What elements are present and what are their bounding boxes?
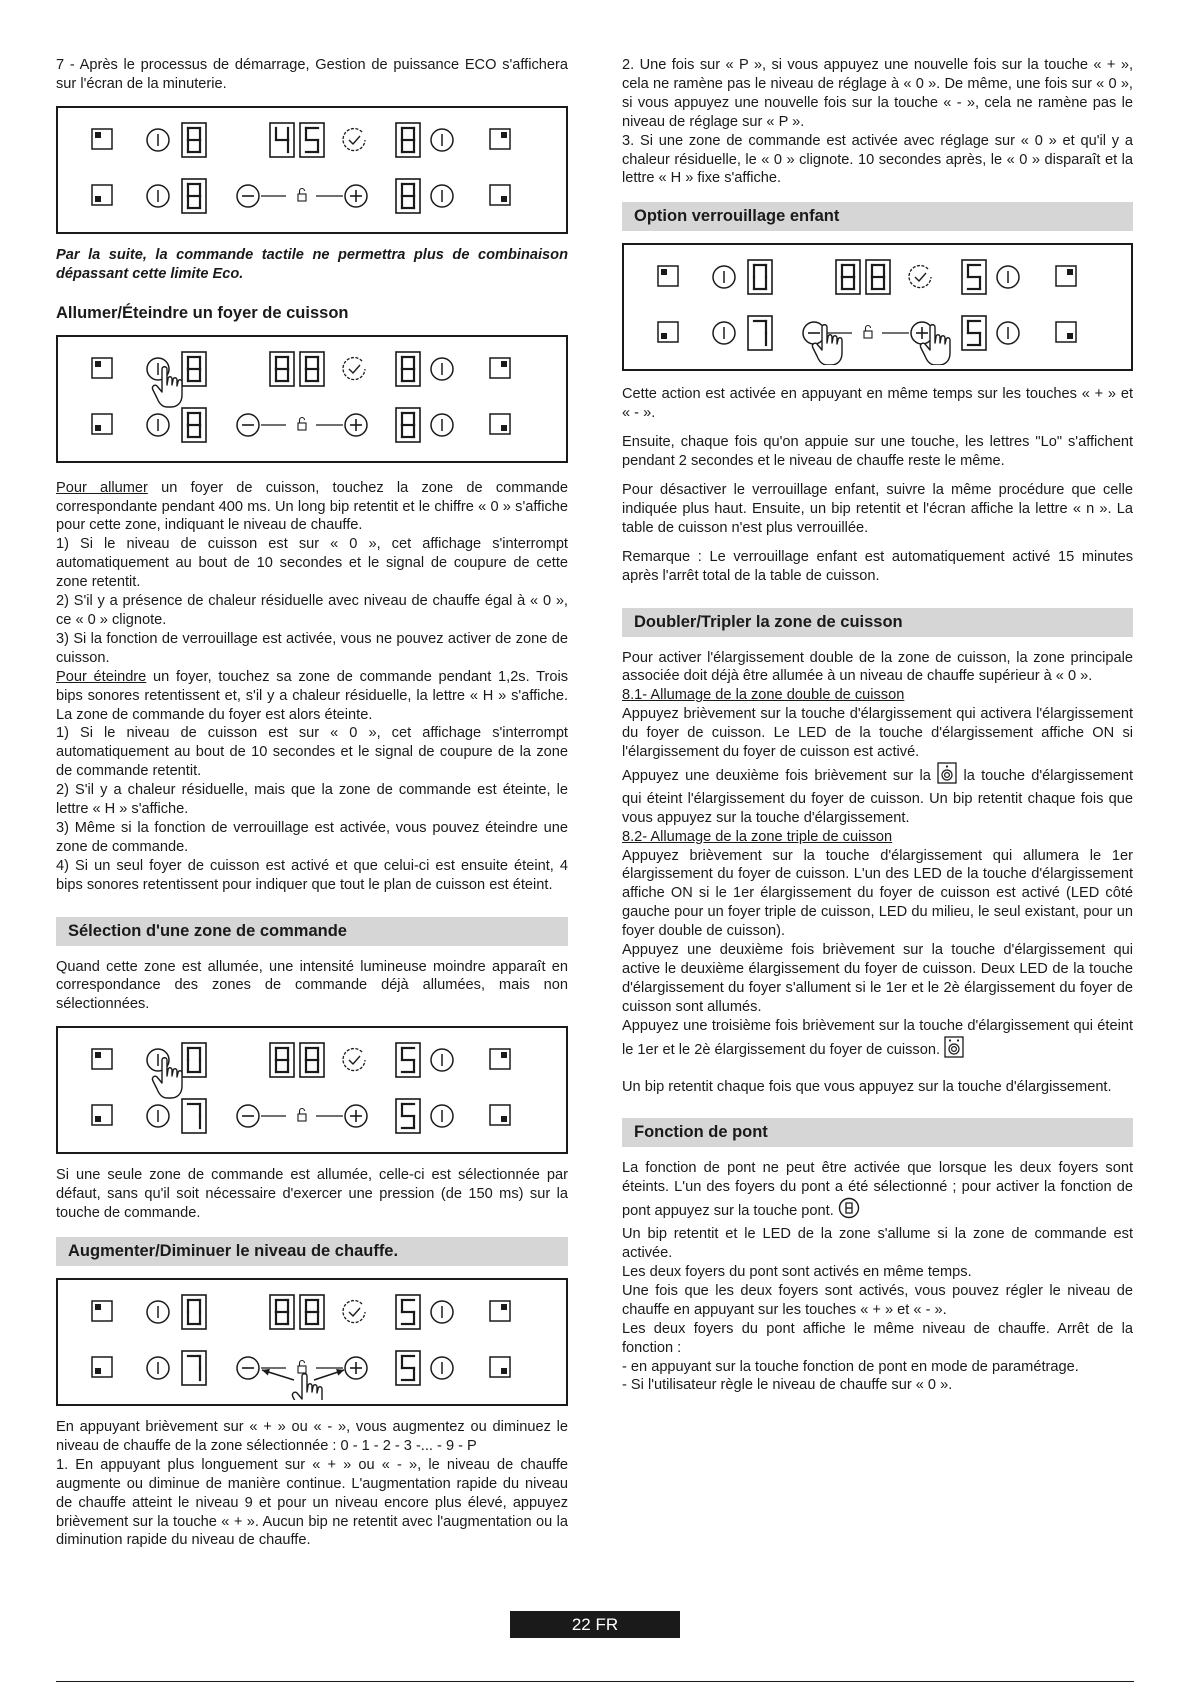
panel-diagram <box>58 1028 566 1148</box>
zone-key-top-right-dot <box>1067 269 1073 275</box>
zone-key-top-right-dot <box>501 1052 507 1058</box>
display-bottom-left <box>188 413 200 437</box>
panel-diagram <box>58 337 566 457</box>
select-p1: Quand cette zone est allumée, une intensité lumineuse moindre apparaît en correspondance des zones de commande déjà allumées, mais non sélectionnées. <box>56 958 568 1013</box>
level-p2: 1. En appuyant plus longuement sur « + » ou « - », le niveau de chauffe augmente ou diminue de manière continue. L'augmentation rapide du niveau de chauffe atteint le niveau 9 et pour un niveau encore plus élevé, appuyez brièvement sur la touche « + ». Aucun bip ne retentit avec l'augmentation ou la diminution rapide du niveau de chauffe. <box>56 1456 568 1549</box>
bridge-p1-text: La fonction de pont ne peut être activée que lorsque les deux foyers sont éteints. L'un des foyers du pont a été sélectionné ; pour activer la fonction de pont appuyez sur la touche pont. <box>622 1160 1133 1220</box>
timer-icon-check <box>349 136 360 144</box>
bridge-p2: Un bip retentit et le LED de la zone s'allume si la zone de commande est activée. <box>622 1226 1133 1262</box>
panel-diagram <box>624 245 1131 365</box>
pointing-hand-icon <box>152 1058 182 1098</box>
display-bottom-right <box>968 321 980 345</box>
onoff-off-1: 1) Si le niveau de cuisson est sur « 0 », cet affichage s'interrompt automatiquement au bout de 10 secondes et le signal de coupure de la zone de commande retentit. <box>56 725 568 780</box>
pointing-hand-icon-right <box>920 325 950 365</box>
heading-lock: Option verrouillage enfant <box>622 202 1133 231</box>
off-link: Pour éteindre <box>56 668 147 685</box>
zone-key-top-left-dot <box>661 269 667 275</box>
level-p3: 2. Une fois sur « P », si vous appuyez une nouvelle fois sur la touche « + », cela ne ramène pas le niveau de réglage à « 0 ». De même, une fois sur « 0 », si vous appuyez une nouvelle fois sur la touche « - », cela ne ramène pas le niveau de réglage sur « P ». <box>622 57 1133 130</box>
display-top-right <box>402 1048 414 1072</box>
select-p2: Si une seule zone de commande est allumée, celle-ci est sélectionnée par défaut, sans qu'il soit nécessaire d'exercer une pression (de 150 ms) sur la touche de commande. <box>56 1167 568 1222</box>
bridge-key-icon <box>838 1197 860 1225</box>
lock-icon <box>298 1366 306 1373</box>
double-p3a: Appuyez une deuxième fois brièvement sur la <box>622 767 931 784</box>
bridge-p7: - Si l'utilisateur règle le niveau de chauffe sur « 0 ». <box>622 1377 953 1394</box>
display-top-right <box>402 128 414 152</box>
heading-bridge: Fonction de pont <box>622 1118 1133 1147</box>
zone-key-bottom-left-dot <box>661 333 667 339</box>
display-top-right <box>402 357 414 381</box>
onoff-on-2: 2) S'il y a présence de chaleur résiduelle avec niveau de chauffe égal à « 0 », ce « 0 » clignote. <box>56 593 568 628</box>
onoff-off-3: 3) Même si la fonction de verrouillage est activée, vous pouvez éteindre une zone de commande. <box>56 819 568 855</box>
double-p1: Pour activer l'élargissement double de la zone de cuisson, la zone principale associée doit déjà être allumée à un niveau de chauffe supérieur à « 0 ». <box>622 649 1133 685</box>
display-bottom-left <box>188 1104 200 1128</box>
extension-key-icon <box>944 1036 964 1064</box>
display-bottom-left <box>188 1356 200 1380</box>
panel-lock <box>622 243 1133 371</box>
timer-icon-check <box>349 365 360 373</box>
on-text: un foyer de cuisson, touchez la zone de commande correspondante pendant 400 ms. Un long bip retentit et le chiffre « 0 » s'affiche pour cette zone, indiquant le niveau de chauffe. <box>56 479 569 534</box>
timer-icon <box>343 1049 365 1071</box>
bridge-p5: Les deux foyers du pont affiche le même niveau de chauffe. Arrêt de la fonction : <box>622 1320 1133 1356</box>
pointing-hand-icon-left-outline <box>812 325 842 365</box>
display-bottom-right <box>402 184 414 208</box>
bridge-p1 <box>622 1159 1133 1225</box>
onoff-off-2: 2) S'il y a chaleur résiduelle, mais que la zone de commande est éteinte, le lettre « H » s'affiche. <box>56 782 568 818</box>
on-link: Pour allumer <box>56 479 148 496</box>
zone-key-bottom-right-dot <box>501 425 507 431</box>
heading-onoff: Allumer/Éteindre un foyer de cuisson <box>56 303 349 322</box>
timer-icon-check <box>349 1056 360 1064</box>
zone-key-bottom-right-dot <box>501 1368 507 1374</box>
lock-p3: Pour désactiver le verrouillage enfant, suivre la même procédure que celle indiquée plus haut. Ensuite, un bip retentit et l'écran affiche la lettre « n ». La table de cuisson n'est plus verrouillée. <box>622 481 1133 536</box>
panel-diagram <box>58 1280 566 1400</box>
zone-key-top-left-dot <box>95 1052 101 1058</box>
pointing-hand-icon <box>292 1374 322 1400</box>
pointing-hand-icon-outline <box>152 1058 182 1098</box>
arrow-right-icon-head <box>336 1369 344 1376</box>
lock-icon-shackle <box>300 1361 305 1367</box>
onoff-off <box>56 668 568 725</box>
right-column <box>622 56 1133 1395</box>
double-p6 <box>622 1017 1133 1064</box>
display-bottom-right <box>402 413 414 437</box>
panel-level <box>56 1278 568 1406</box>
timer-digit-1 <box>842 265 854 289</box>
zone-key-bottom-right-dot <box>501 1116 507 1122</box>
display-top-left <box>188 1300 200 1324</box>
onoff-on-1: 1) Si le niveau de cuisson est sur « 0 », cet affichage s'interrompt automatiquement au bout de 10 secondes et le signal de coupure de cette zone retentit. <box>56 536 568 591</box>
timer-digit-1 <box>276 1300 288 1324</box>
pointing-hand-icon-outline <box>152 366 182 406</box>
timer-digit-1 <box>276 1048 288 1072</box>
panel-eco <box>56 106 568 234</box>
panel-controls <box>92 1043 510 1133</box>
timer-digit-2 <box>306 357 318 381</box>
timer-icon <box>343 128 365 150</box>
display-top-left <box>754 265 766 289</box>
timer-digit-2 <box>306 128 318 152</box>
timer-digit-2 <box>872 265 884 289</box>
timer-digit-1 <box>276 357 288 381</box>
zone-key-top-left-dot <box>95 361 101 367</box>
lock-p4: Remarque : Le verrouillage enfant est automatiquement activé 15 minutes après l'arrêt total de la table de cuisson. <box>622 548 1133 584</box>
eco-intro: 7 - Après le processus de démarrage, Gestion de puissance ECO s'affichera sur l'écran de la minuterie. <box>56 57 568 92</box>
zone-key-top-left-dot <box>95 1304 101 1310</box>
lock-p1: Cette action est activée en appuyant en même temps sur les touches « + » et « - ». <box>622 386 1133 422</box>
double-sub2: 8.2- Allumage de la zone triple de cuisson <box>622 828 893 845</box>
lock-icon <box>298 1114 306 1121</box>
double-p2: Appuyez brièvement sur la touche d'élargissement qui activera l'élargissement du foyer de cuisson. Le LED de la touche d'élargissement affiche ON si l'élargissement du foyer de cuisson est activé. <box>622 706 1133 761</box>
heading-level: Augmenter/Diminuer le niveau de chauffe. <box>56 1237 568 1266</box>
zone-key-bottom-left-dot <box>95 1116 101 1122</box>
timer-icon-check <box>349 1308 360 1316</box>
double-p6-text: Appuyez une troisième fois brièvement sur la touche d'élargissement qui éteint le 1er et le 2è élargissement du foyer de cuisson. <box>622 1017 1133 1058</box>
lock-icon <box>298 194 306 201</box>
zone-key-top-right-dot <box>501 132 507 138</box>
timer-icon <box>343 1301 365 1323</box>
display-top-left <box>188 1048 200 1072</box>
panel-controls <box>658 260 1076 365</box>
page-number: 22 FR <box>510 1611 680 1638</box>
lock-icon-shackle <box>866 326 871 332</box>
double-p7: Un bip retentit chaque fois que vous appuyez sur la touche d'élargissement. <box>622 1078 1112 1095</box>
panel-controls <box>92 1295 510 1400</box>
lock-p2: Ensuite, chaque fois qu'on appuie sur une touche, les lettres "Lo" s'affichent pendant 2 secondes et le niveau de chauffe reste le même. <box>622 434 1133 470</box>
double-p3 <box>622 762 1133 828</box>
zone-key-top-right-dot <box>501 1304 507 1310</box>
display-bottom-right <box>402 1356 414 1380</box>
timer-icon <box>343 357 365 379</box>
timer-icon <box>909 266 931 288</box>
onoff-on <box>56 479 568 536</box>
eco-note: Par la suite, la commande tactile ne permettra plus de combinaison dépassant cette limite Eco. <box>56 246 568 282</box>
display-top-right <box>402 1300 414 1324</box>
double-p3b: la touche d'élargissement qui éteint l'élargissement du foyer de cuisson. Un bip retentit chaque fois que vous appuyez sur la touche d'élargissement. <box>622 767 1133 826</box>
bridge-p3: Les deux foyers du pont sont activés en même temps. <box>622 1263 972 1280</box>
lock-icon <box>298 423 306 430</box>
timer-digit-1 <box>276 128 288 152</box>
bridge-p6: - en appuyant sur la touche fonction de pont en mode de paramétrage. <box>622 1358 1079 1375</box>
double-sub1: 8.1- Allumage de la zone double de cuisson <box>622 687 905 704</box>
lock-icon-shackle <box>300 1109 305 1115</box>
level-p1: En appuyant brièvement sur « + » ou « - », vous augmentez ou diminuez le niveau de chauffe de la zone sélectionnée : 0 - 1 - 2 - 3 -... - 9 - P <box>56 1419 568 1454</box>
display-bottom-right <box>402 1104 414 1128</box>
zone-key-top-left-dot <box>95 132 101 138</box>
timer-digit-2 <box>306 1048 318 1072</box>
zone-key-bottom-left-dot <box>95 1368 101 1374</box>
pointing-hand-icon <box>152 366 182 406</box>
panel-select <box>56 1026 568 1154</box>
panel-diagram <box>58 108 566 228</box>
zone-key-bottom-left-dot <box>95 196 101 202</box>
zone-key-bottom-right-dot <box>1067 333 1073 339</box>
pointing-hand-icon-outline <box>292 1374 322 1400</box>
zone-key-bottom-right-dot <box>501 196 507 202</box>
panel-onoff <box>56 335 568 463</box>
double-p5: Appuyez une deuxième fois brièvement sur la touche d'élargissement qui active le deuxième élargissement du foyer de cuisson. Deux LED de la touche d'élargissement du foyer s'allument si le 1er et le 2è élargissement du foyer de cuisson sont allumés. <box>622 942 1133 1015</box>
zone-key-top-right-dot <box>501 361 507 367</box>
pointing-hand-icon-left <box>812 325 842 365</box>
lock-icon-shackle <box>300 417 305 423</box>
off-text: un foyer, touchez sa zone de commande pendant 1,2s. Trois bips sonores retentissent et, s'il y a chaleur résiduelle, la lettre « H » s'affiche. La zone de commande du foyer est alors éteinte. <box>56 668 569 723</box>
display-top-left <box>188 357 200 381</box>
display-top-left <box>188 128 200 152</box>
display-top-right <box>968 265 980 289</box>
onoff-off-4: 4) Si un seul foyer de cuisson est activé et que celui-ci est ensuite éteint, 4 bips sonores retentissent pour indiquer que tout le plan de cuisson est éteint. <box>56 857 568 893</box>
double-p4: Appuyez brièvement sur la touche d'élargissement qui allumera le 1er élargissement du foyer de cuisson. L'un des LED de la touche d'élargissement affiche ON si le 1er élargissement du foyer de cuisson est activé (LED côté gauche pour un foyer triple de cuisson, LED du milieu, le seul existant, pour un foyer double de cuisson). <box>622 847 1133 940</box>
bottom-rule <box>56 1681 1134 1682</box>
zone-key-bottom-left-dot <box>95 425 101 431</box>
heading-select: Sélection d'une zone de commande <box>56 917 568 946</box>
onoff-on-3: 3) Si la fonction de verrouillage est activée, vous ne pouvez activer de zone de cuisson. <box>56 630 568 666</box>
pointing-hand-icon-right-outline <box>920 325 950 365</box>
bridge-p4: Une fois que les deux foyers sont activés, vous pouvez régler le niveau de chauffe en appuyant sur les touches « + » et « - ». <box>622 1282 1133 1318</box>
timer-digit-2 <box>306 1300 318 1324</box>
panel-controls <box>92 123 510 213</box>
level-p4: 3. Si une zone de commande est activée avec réglage sur « 0 » et qu'il y a chaleur résiduelle, le « 0 » clignote. 10 secondes après, le « 0 » disparaît et la lettre « H » fixe s'affiche. <box>622 132 1133 187</box>
heading-double: Doubler/Tripler la zone de cuisson <box>622 608 1133 637</box>
panel-controls <box>92 352 510 442</box>
lock-icon-shackle <box>300 188 305 194</box>
display-bottom-left <box>754 321 766 345</box>
timer-icon-check <box>915 273 926 281</box>
lock-icon <box>864 331 872 338</box>
display-bottom-left <box>188 184 200 208</box>
extension-key-icon <box>937 762 957 790</box>
left-column <box>56 56 568 1550</box>
